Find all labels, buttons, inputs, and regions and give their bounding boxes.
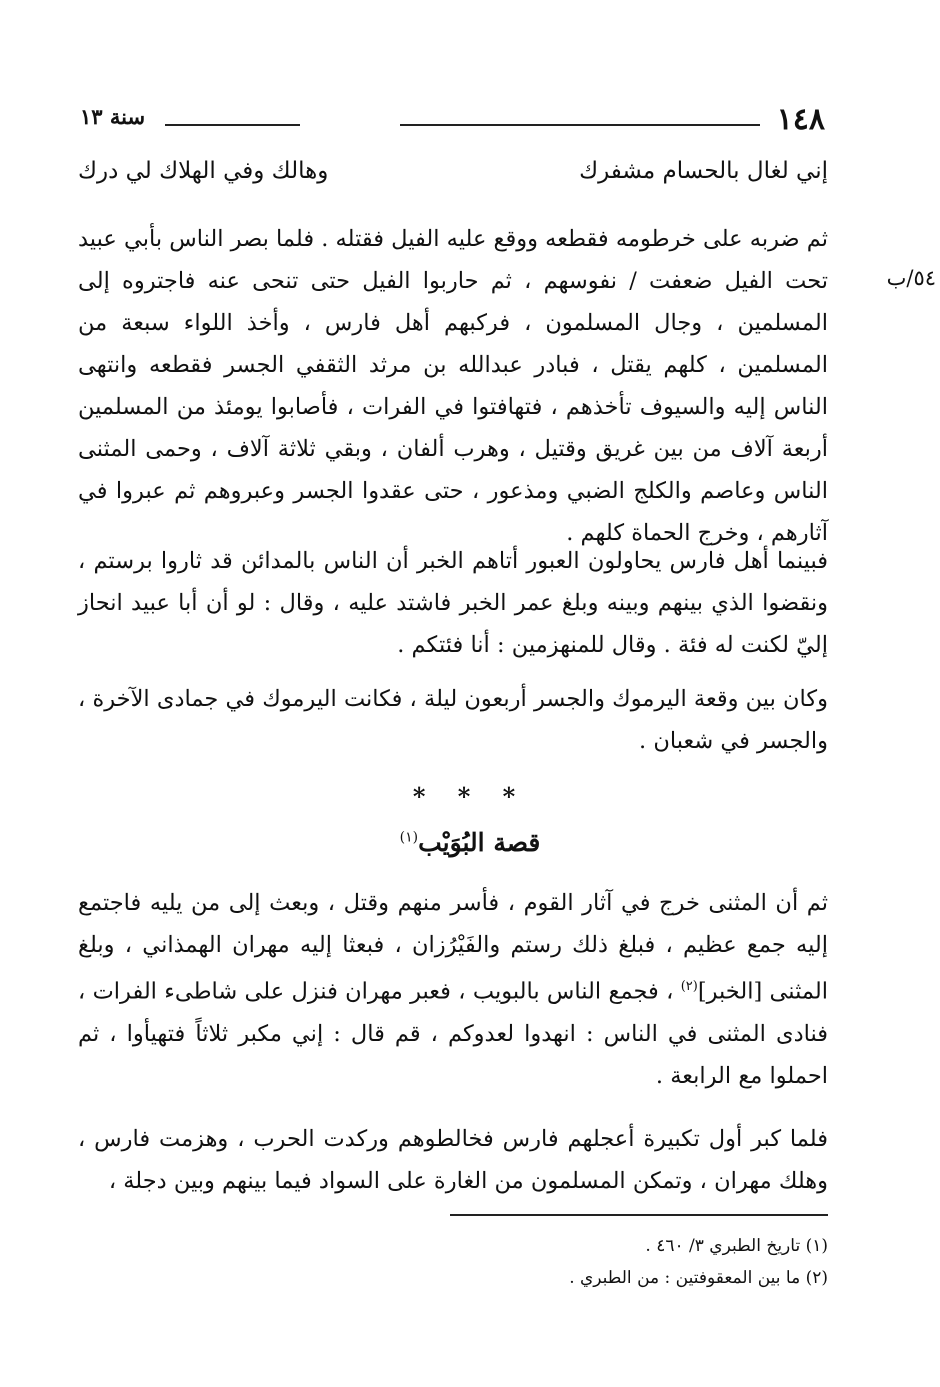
header-rule xyxy=(165,124,300,126)
page-header xyxy=(80,102,825,142)
footnote-ref: (١) xyxy=(399,829,419,846)
verse-hemistich-1: إني لغال بالحسام مشفرك xyxy=(579,158,828,184)
poetry-verse xyxy=(78,158,828,200)
body-paragraph: فبينما أهل فارس يحاولون العبور أتاهم الخبر أن الناس بالمدائن قد ثاروا برستم ، ونقضوا الذي بينهم وبينه وبلغ عمر الخبر فاشتد عليه ، وقال : لو أن أبا عبيد انحاز إليّ لكنت له فئة . وقال للمنهزمين : أنا فئتكم . xyxy=(78,548,828,658)
footnote-ref: (٢) xyxy=(680,979,698,994)
section-heading-text: قصة البُوَيْب xyxy=(418,828,541,857)
section-heading xyxy=(0,828,940,857)
body-paragraph xyxy=(78,882,828,1097)
footnote: (٢) ما بين المعقوفتين : من الطبري . xyxy=(569,1268,828,1288)
margin-note: ٥٤/ب xyxy=(886,266,936,290)
section-separator: * * * xyxy=(412,782,528,811)
body-paragraph: وكان بين وقعة اليرموك والجسر أربعون ليلة ، فكانت اليرموك في جمادى الآخرة ، والجسر في شعبان . xyxy=(78,686,828,754)
body-paragraph: فلما كبر أول تكبيرة أعجلهم فارس فخالطوهم وركدت الحرب ، وهزمت فارس ، وهلك مهران ، وتمكن المسلمون من الغارة على السواد فيما بينهم وبين دجلة ، xyxy=(78,1126,828,1194)
paragraph-text: ثم أن المثنى خرج في آثار القوم ، فأسر منهم وقتل ، وبعث إلى من يليه فاجتمع إليه جمع عظيم ، فبلغ ذلك رستم والفَيْرُزان ، فبعثا إليه مهران الهمذاني ، وبلغ المثنى [الخبر] xyxy=(78,890,829,1005)
header-rule xyxy=(400,124,760,126)
paragraph-text: ، فجمع الناس بالبويب ، فعبر مهران فنزل على شاطىء الفرات ، فنادى المثنى في الناس : انهدوا لعدوكم ، قم قال : إني مكبر ثلاثاً فتهيأوا ، ثم احملوا مع الرابعة . xyxy=(78,978,828,1089)
body-paragraph: ثم ضربه على خرطومه فقطعه ووقع عليه الفيل فقتله . فلما بصر الناس بأبي عبيد تحت الفيل ضعفت / نفوسهم ، ثم حاربوا الفيل حتى تنحى عنه فاجتروه إلى المسلمين ، وجال المسلمون ، فركبهم أهل فارس ، وأخذ اللواء سبعة من المسلمين ، كلهم يقتل ، فبادر عبدالله بن مرثد الثقفي الجسر فقطعه وانتهى الناس إليه والسيوف تأخذهم ، فتهافتوا في الفرات ، فأصابوا يومئذ من المسلمين أربعة آلاف من بين غريق وقتيل ، وهرب ألفان ، وبقي ثلاثة آلاف ، وحمى المثنى الناس وعاصم والكلج الضبي ومذعور ، حتى عقدوا الجسر وعبروهم ثم عبروا في آثارهم ، وخرج الحماة كلهم . xyxy=(78,226,828,546)
page-number: ١٤٨ xyxy=(776,102,825,137)
year-label: سنة ١٣ xyxy=(80,104,146,129)
footnote-rule xyxy=(450,1214,828,1216)
verse-hemistich-2: وهالك وفي الهلاك لي درك xyxy=(78,158,329,184)
footnote: (١) تاريخ الطبري ٣/ ٤٦٠ . xyxy=(645,1236,828,1256)
